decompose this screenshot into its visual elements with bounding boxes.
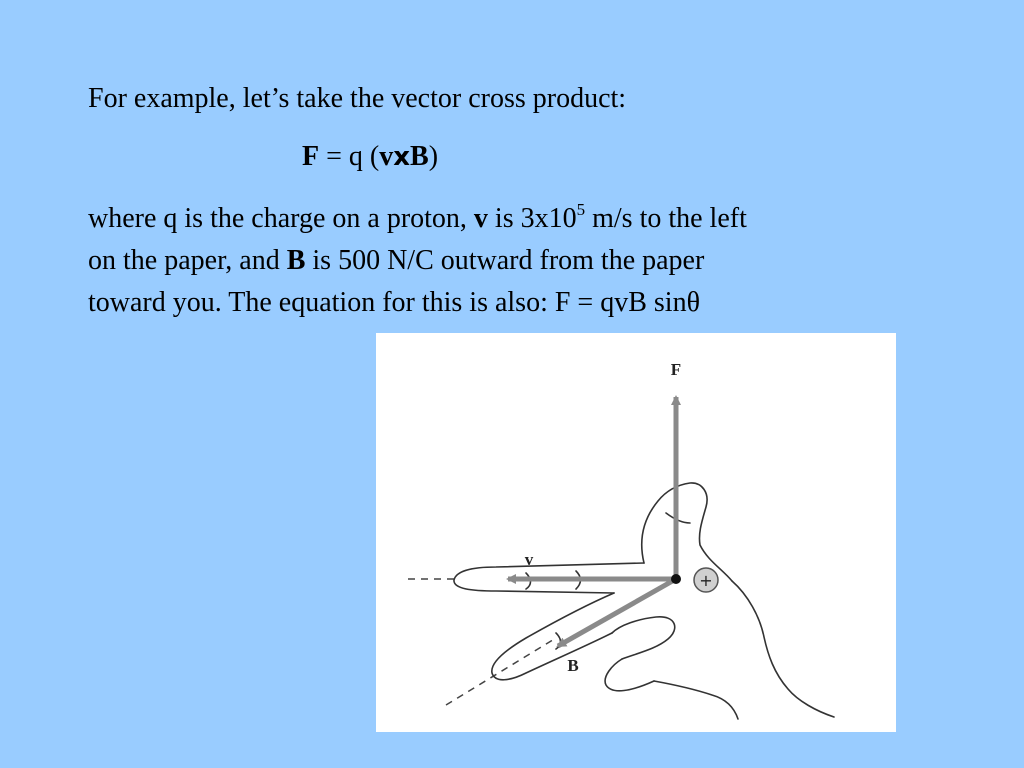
velocity-label: v — [524, 550, 534, 569]
origin-dot — [671, 574, 681, 584]
exponent: 5 — [576, 199, 586, 219]
description-line-2 — [88, 240, 704, 282]
text-segment: is 500 N/C outward from the paper — [305, 245, 705, 276]
hand-diagram — [376, 333, 896, 732]
velocity-symbol: v — [379, 141, 394, 172]
text-segment: where q is the charge on a proton, — [88, 203, 474, 234]
b-extension-line — [446, 638, 556, 705]
description-line-3: toward you. The equation for this is also: F = qvB sinθ — [88, 287, 700, 318]
charge-symbol: + — [699, 571, 713, 590]
text-segment: on the paper, and — [88, 245, 287, 276]
cross-product-equation — [302, 136, 438, 178]
force-label: F — [670, 360, 682, 379]
equals-charge: = q ( — [319, 141, 380, 172]
hand-outline — [454, 483, 834, 719]
right-hand-rule-figure — [376, 333, 896, 732]
field-label: B — [567, 656, 579, 675]
text-segment: m/s to the left — [585, 203, 747, 234]
description-line-1 — [88, 198, 747, 240]
close-paren: ) — [428, 141, 439, 172]
intro-line: For example, let’s take the vector cross product: — [88, 83, 627, 114]
field-symbol: B — [410, 141, 429, 172]
text-segment: is 3x10 — [487, 203, 577, 234]
force-symbol: F — [302, 141, 320, 172]
cross-symbol: x — [393, 142, 411, 172]
field-symbol: B — [286, 245, 306, 276]
velocity-symbol: v — [473, 203, 488, 234]
